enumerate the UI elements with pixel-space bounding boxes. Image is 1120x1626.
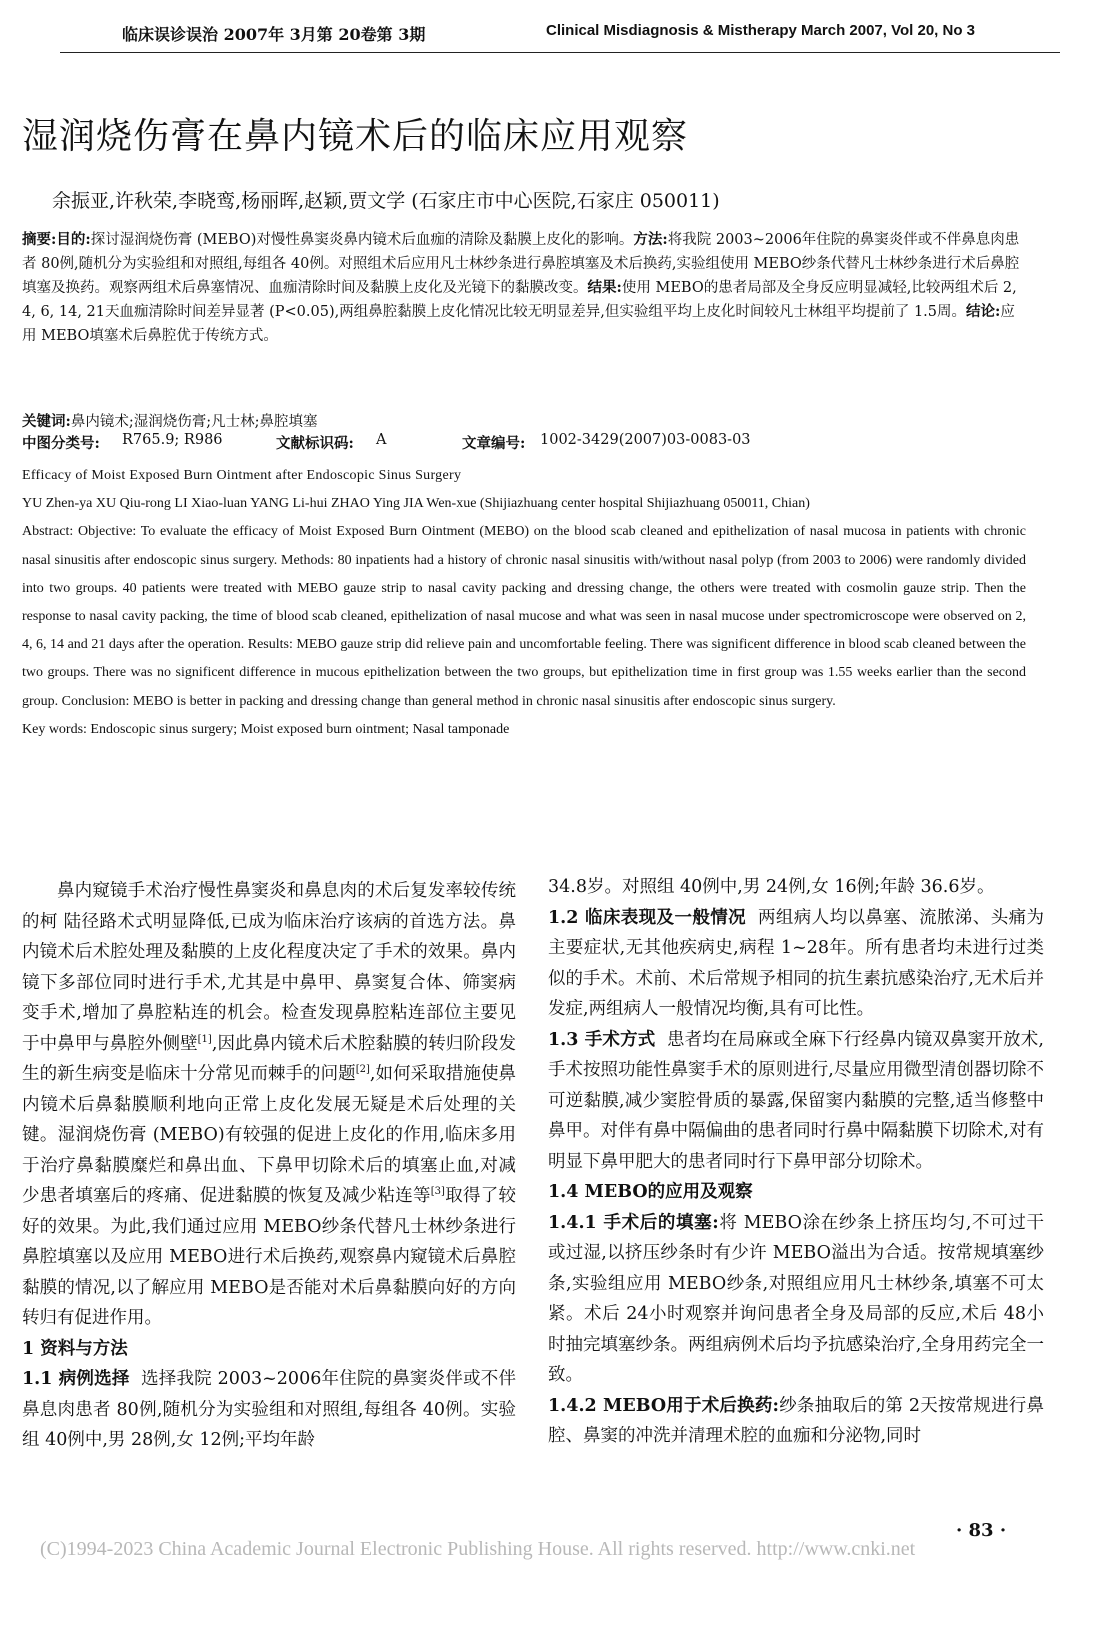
subsection-heading-1-3: 1.3 手术方式 [548,1029,656,1050]
keywords-text: 鼻内镜术;湿润烧伤膏;凡士林;鼻腔填塞 [70,414,318,430]
subsection-heading-1-1: 1.1 病例选择 [22,1369,130,1389]
running-header [60,18,1060,53]
intro-text-3: ,如何采取措施使鼻内镜术后鼻黏膜顺利地向正常上皮化发展无疑是术后处理的关键。湿润烧伤膏 (MEBO)有较强的促进上皮化的作用,临床多用于治疗鼻黏膜糜烂和鼻出血、下鼻甲切除术后的填塞止血,对减少患者填塞后的疼痛、促进黏膜的恢复及减少粘连等 [22,1064,517,1206]
journal-header-cn: 临床误诊误治 2007年 3月第 20卷第 3期 [122,25,426,44]
intro-text-4: 取得了较好的效果。为此,我们通过应用 MEBO纱条代替凡士林纱条进行鼻腔填塞以及应用 MEBO进行术后换药,观察鼻内窥镜术后鼻腔黏膜的情况,以了解应用 MEBO是否能对术后鼻黏膜向好的方向转归有促进作用。 [22,1186,517,1328]
english-authors: YU Zhen-ya XU Qiu-rong LI Xiao-luan YANG Li-hui ZHAO Ying JIA Wen-xue (Shijiazhuang center hospital Shijiazhuang 050011, Chian) [22,496,810,512]
doc-code-label: 文献标识码: [276,435,354,452]
author-line: 余振亚,许秋荣,李晓鸾,杨丽晖,赵颖,贾文学 (石家庄市中心医院,石家庄 050011) [52,190,720,212]
section-1-4-1 [548,1208,1044,1391]
subsection-heading-1-4-2: 1.4.2 MEBO用于术后换药: [548,1395,779,1416]
citation-3: [3] [430,1186,445,1198]
journal-header-en: Clinical Misdiagnosis & Mistherapy March 2007, Vol 20, No 3 [546,22,976,39]
citation-1: [1] [197,1033,212,1045]
section-1-4-2 [548,1391,1044,1452]
article-id-value: 1002-3429(2007)03-0083-03 [540,432,751,448]
subsection-heading-1-2: 1.2 临床表现及一般情况 [548,907,747,928]
objective-label: 目的: [56,231,91,248]
intro-text-1: 鼻内窥镜手术治疗慢性鼻窦炎和鼻息肉的术后复发率较传统的柯 陆径路术式明显降低,已成为临床治疗该病的首选方法。鼻内镜术后术腔处理及黏膜的上皮化程度决定了手术的效果。鼻内镜下多部位同时进行手术,尤其是中鼻甲、鼻窦复合体、筛窦病变手术,增加了鼻腔粘连的机会。检查发现鼻腔粘连部位主要见于中鼻甲与鼻腔外侧壁 [22,881,516,1054]
subsection-text-1-4-1: 将 MEBO涂在纱条上挤压均匀,不可过干或过湿,以挤压纱条时有少许 MEBO溢出为合适。按常规填塞纱条,实验组应用 MEBO纱条,对照组应用凡士林纱条,填塞不可太紧。术后 24小时观察并询问患者全身及局部的反应,术后 48小时抽完填塞纱条。两组病例术后均予抗感染治疗,全身用药完全一致。 [548,1212,1044,1385]
keywords-cn [22,410,318,431]
subsection-heading-1-4: 1.4 MEBO的应用及观察 [548,1182,753,1202]
conclusion-text: 应用 MEBO填塞术后鼻腔优于传统方式。 [22,304,1015,344]
section-heading-1: 1 资料与方法 [22,1338,128,1359]
subsection-text-1-2: 两组病人均以鼻塞、流脓涕、头痛为主要症状,无其他疾病史,病程 1~28年。所有患者均未进行过类似的手术。术前、术后常规予相同的抗生素抗感染治疗,无术后并发症,两组病人一般情况均衡,具有可比性。 [548,907,1044,1019]
intro-paragraph [22,876,516,1334]
subsection-text-1-4-2: 纱条抽取后的第 2天按常规进行鼻腔、鼻窦的冲洗并清理术腔的血痂和分泌物,同时 [548,1395,1044,1446]
doc-code-value: A [376,432,387,448]
method-text: 将我院 2003~2006年住院的鼻窦炎伴或不伴鼻息肉患者 80例,随机分为实验组和对照组,每组各 40例。对照组术后应用凡士林纱条进行鼻腔填塞及术后换药,实验组使用 MEBO纱条代替凡士林纱条进行术后鼻腔填塞及换药。观察两组术后鼻塞情况、血痂清除时间及黏膜上皮化及光镜下的黏膜改变。 [22,232,1020,296]
english-abstract-block [22,462,1026,744]
subsection-heading-1-4-1: 1.4.1 手术后的填塞: [548,1212,719,1233]
intro-text-2: ,因此鼻内镜术后术腔黏膜的转归阶段发生的新生病变是临床十分常见而棘手的问题 [22,1033,517,1084]
clc-value: R765.9; R986 [122,432,223,448]
english-keywords: Key words: Endoscopic sinus surgery; Moist exposed burn ointment; Nasal tamponade [22,721,510,737]
abstract-label: 摘要: [22,231,57,248]
body-column-left [22,876,516,1456]
continued-paragraph: 34.8岁。对照组 40例中,男 24例,女 16例;年龄 36.6岁。 [548,877,995,897]
english-abstract: Abstract: Objective: To evaluate the efficacy of Moist Exposed Burn Ointment (MEBO) on the blood scab cleaned and epithelization of nasal mucosa in patients with chronic nasal sinusitis after endoscopic sinus surgery. Methods: 80 inpatients had a history of chronic nasal sinusitis with/without nasal polyp (from 2003 to 2006) were randomly divided into two groups. 40 patients were treated with MEBO gauze strip to nasal cavity packing and dressing change, the others were treated with cosmolin gauze strip. Then the response to nasal cavity packing, the time of blood scab cleaned, epithelization of nasal mucose and what was seen in nasal mucose under spectromicroscope were observed on 2, 4, 6, 14 and 21 days after the operation. Results: MEBO gauze strip did relieve pain and uncomfortable feeling. There was significent difference in blood scab cleaned between the two groups. There was no significent difference in mucous epithelization between the two groups, but epithelization time in first group was 1.55 weeks earlier than the second group. Conclusion: MEBO is better in packing and dressing change than general method in chronic nasal sinusitis after endoscopic sinus surgery. [22,524,1026,709]
article-title: 湿润烧伤膏在鼻内镜术后的临床应用观察 [22,116,689,157]
article-id-label: 文章编号: [462,435,526,452]
english-title: Efficacy of Moist Exposed Burn Ointment after Endoscopic Sinus Surgery [22,468,462,483]
clc-label: 中图分类号: [22,435,100,452]
section-1-1 [22,1364,516,1456]
keywords-label: 关键词: [22,413,71,430]
method-label: 方法: [633,231,668,248]
section-1-3 [548,1025,1044,1178]
subsection-text-1-1: 选择我院 2003~2006年住院的鼻窦炎伴或不伴鼻息肉患者 80例,随机分为实验组和对照组,每组各 40例。实验组 40例中,男 28例,女 12例;平均年龄 [22,1369,516,1450]
conclusion-label: 结论: [966,303,1001,320]
result-text: 使用 MEBO的患者局部及全身反应明显减轻,比较两组术后 2, 4, 6, 14, 21天血痂清除时间差异显著 (P<0.05),两组鼻腔黏膜上皮化情况比较无明显差异,但实验组平均上皮化时间较凡士林组平均提前了 1.5周。 [22,280,1017,320]
citation-2: [2] [355,1064,370,1076]
section-1-2 [548,903,1044,1025]
copyright-footer: (C)1994-2023 China Academic Journal Electronic Publishing House. All rights reserved. http://www.cnki.net [40,1538,916,1560]
result-label: 结果: [587,279,622,296]
abstract-cn [22,228,1026,348]
subsection-text-1-3: 患者均在局麻或全麻下行经鼻内镜双鼻窦开放术,手术按照功能性鼻窦手术的原则进行,尽量应用微型清创器切除不可逆黏膜,减少窦腔骨质的暴露,保留窦内黏膜的完整,适当修整中鼻甲。对伴有鼻中隔偏曲的患者同时行鼻中隔黏膜下切除术,对有明显下鼻甲肥大的患者同时行下鼻甲部分切除术。 [548,1029,1044,1172]
objective-text: 探讨湿润烧伤膏 (MEBO)对慢性鼻窦炎鼻内镜术后血痂的清除及黏膜上皮化的影响。 [90,232,634,248]
page-number: · 83 · [956,1520,1007,1541]
body-column-right [548,872,1044,1452]
